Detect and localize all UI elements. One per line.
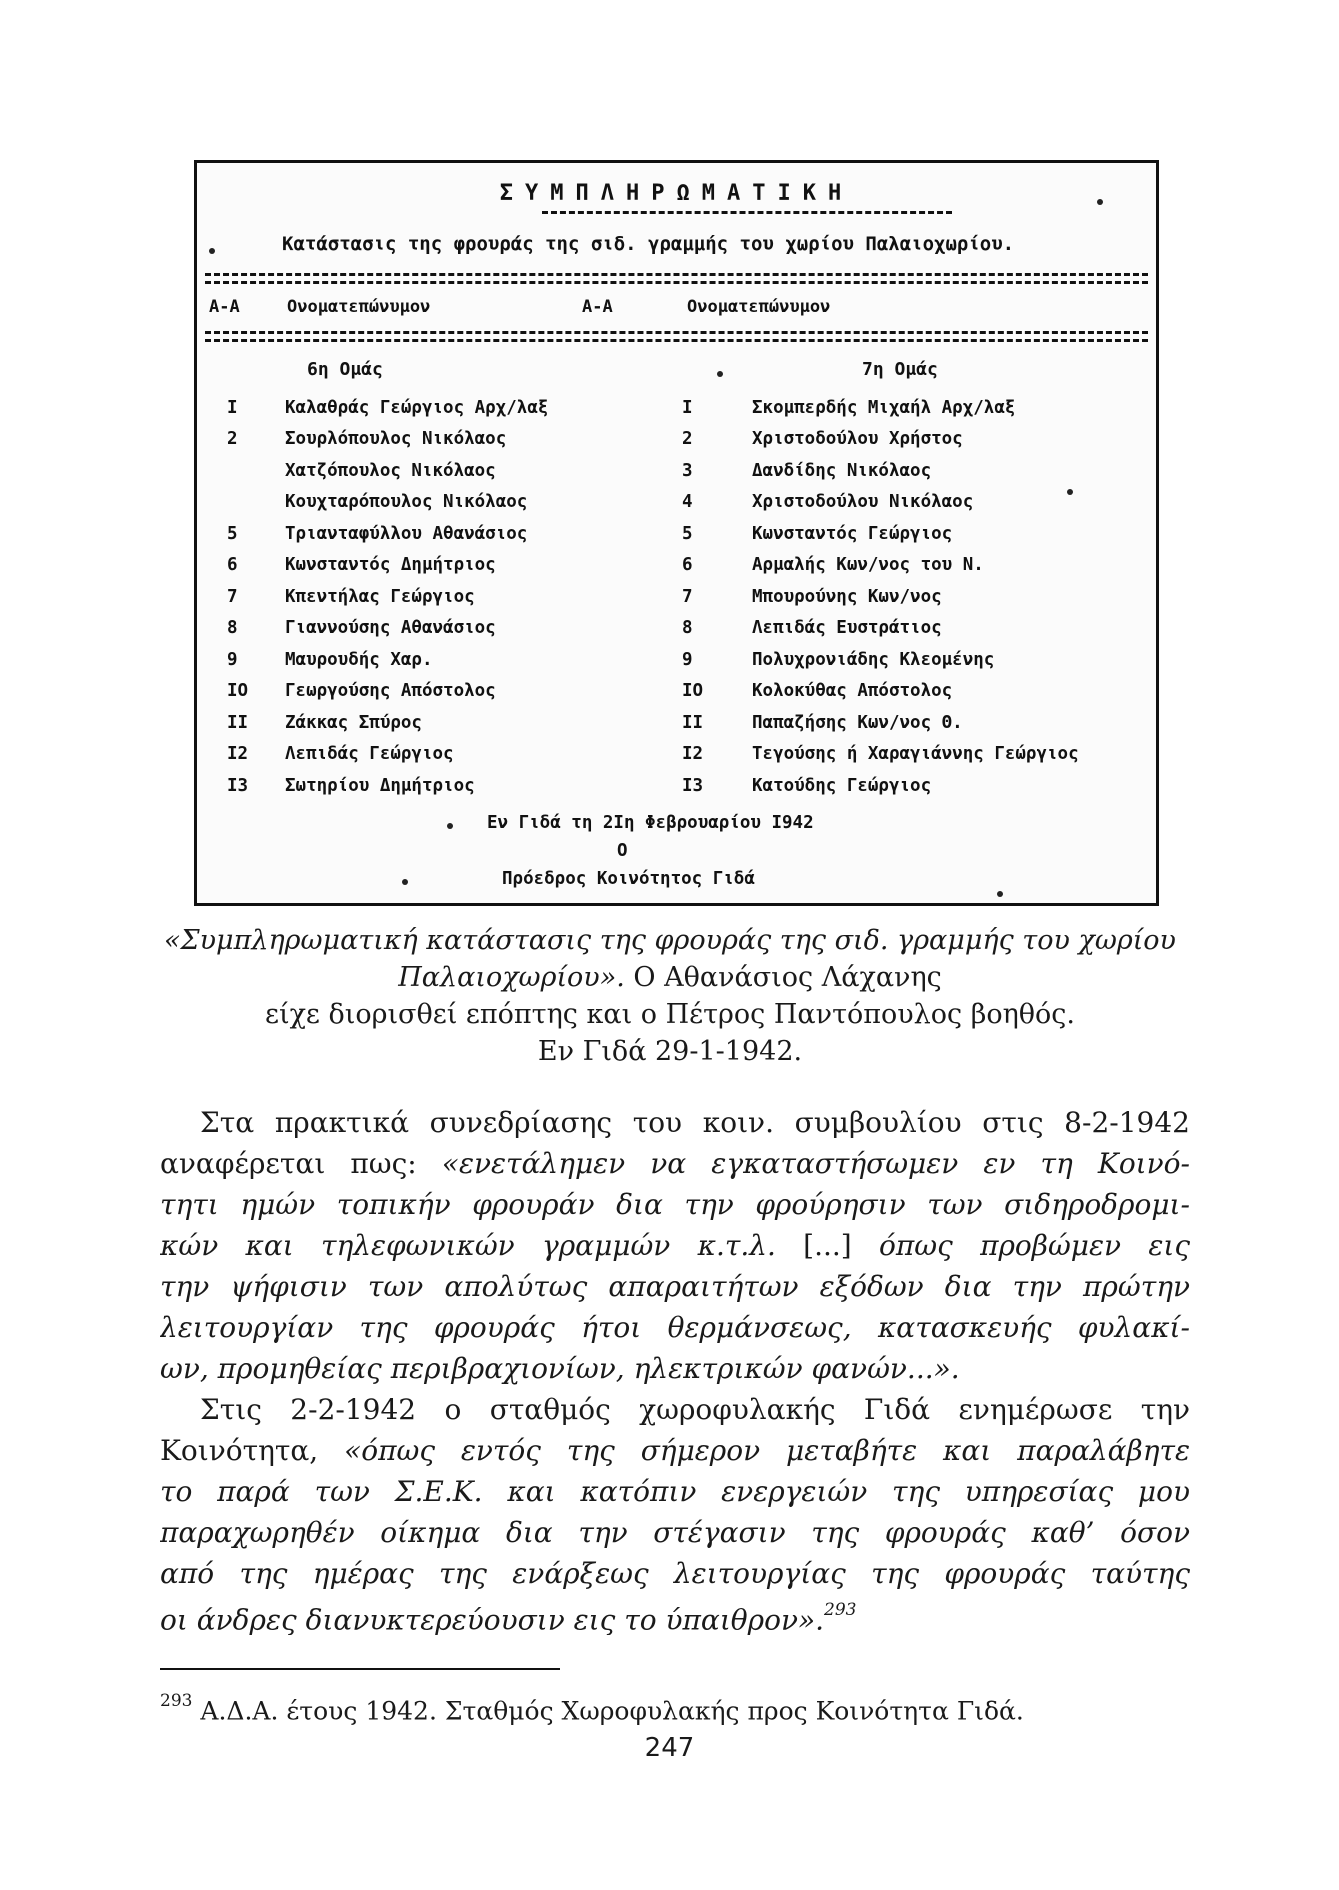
text-line: την ψήφισιν των απολύτως απαραιτήτων εξόδων δια την πρώτην xyxy=(160,1270,1190,1303)
caption-date: Εν Γιδά 29-1-1942. xyxy=(537,1036,803,1067)
divider xyxy=(205,331,1148,334)
roster-row: Χατζόπουλος Νικόλαος xyxy=(285,460,496,481)
scan-speck xyxy=(1097,199,1103,205)
right-aa-header: Α-Α xyxy=(582,297,613,317)
document-date-line: Εν Γιδά τη 2Ιη Φεβρουαρίου Ι942 xyxy=(487,813,814,833)
roster-row: Ι3 Σωτηρίου Δημήτριος xyxy=(227,775,475,796)
roster-row: 8 Γιαννούσης Αθανάσιος xyxy=(227,618,496,639)
scan-speck xyxy=(717,371,723,377)
scan-speck xyxy=(447,823,453,829)
roster-row: ΙΟ Γεωργούσης Απόστολος xyxy=(227,681,496,702)
document-subtitle: Κατάστασις της φρουράς της σιδ. γραμμής του χωρίου Παλαιοχωρίου. xyxy=(282,233,1015,255)
document-signature: Πρόεδρος Κοινότητος Γιδά xyxy=(502,869,755,889)
text-line: Στα πρακτικά συνεδρίασης του κοιν. συμβουλίου στις 8-2-1942 xyxy=(200,1106,1190,1139)
text-line: από της ημέρας της ενάρξεως λειτουργίας της φρουράς ταύτης xyxy=(160,1557,1190,1590)
left-aa-header: Α-Α xyxy=(209,297,240,317)
roster-row: 4 Χριστοδούλου Νικόλαος xyxy=(682,492,974,513)
divider xyxy=(205,339,1148,342)
right-name-header: Ονοματεπώνυμον xyxy=(687,297,831,317)
roster-row: 7 Μπουρούνης Κων/νος xyxy=(682,586,942,607)
right-team-label: 7η Ομάς xyxy=(862,359,938,380)
scan-speck xyxy=(1067,489,1073,495)
roster-row: 6 Κωνσταντός Δημήτριος xyxy=(227,555,496,576)
roster-row: Ι2 Λεπιδάς Γεώργιος xyxy=(227,744,454,765)
roster-row: 6 Αρμαλής Κων/νος του Ν. xyxy=(682,555,984,576)
roster-row: 9 Μαυρουδής Χαρ. xyxy=(227,649,433,670)
footnote xyxy=(160,1691,1024,1726)
text-line: παραχωρηθέν οίκημα δια την στέγασιν της φρουράς καθ’ όσον xyxy=(160,1516,1190,1549)
footnote-number: 293 xyxy=(160,1691,193,1711)
roster-row: ΙΙ Παπαζήσης Κων/νος Θ. xyxy=(682,712,963,733)
scan-speck xyxy=(209,248,215,254)
caption-line: είχε διορισθεί επόπτης και ο Πέτρος Παντόπουλος βοηθός. xyxy=(265,999,1075,1030)
roster-row: Ι2 Τεγούσης ή Χαραγιάννης Γεώργιος xyxy=(682,744,1079,765)
left-name-header: Ονοματεπώνυμον xyxy=(287,297,431,317)
document-title: ΣΥΜΠΛΗΡΩΜΑΤΙΚΗ xyxy=(499,181,854,206)
left-team-label: 6η Ομάς xyxy=(307,359,383,380)
roster-row: 5 Κωνσταντός Γεώργιος xyxy=(682,523,953,544)
left-roster xyxy=(227,392,548,802)
scan-speck xyxy=(997,891,1003,897)
roster-row: 7 Κπεντήλας Γεώργιος xyxy=(227,586,475,607)
roster-row: Ι3 Κατούδης Γεώργιος xyxy=(682,775,932,796)
title-underline xyxy=(542,211,952,214)
footnote-divider xyxy=(160,1668,560,1670)
footnote-text: Α.Δ.Α. έτους 1942. Σταθμός Χωροφυλακής προς Κοινότητα Γιδά. xyxy=(192,1696,1024,1726)
text-line: Στις 2-2-1942 ο σταθμός χωροφυλακής Γιδά ενημέρωσε την xyxy=(200,1393,1190,1426)
roster-row: 8 Λεπιδάς Ευστράτιος xyxy=(682,618,942,639)
roster-row: ΙΙ Ζάκκας Σπύρος xyxy=(227,712,422,733)
caption-continuation: Ο Αθανάσιος Λάχανης xyxy=(624,962,942,993)
text-line: τητι ημών τοπικήν φρουράν δια την φρούρησιν των σιδηροδρομι- xyxy=(160,1188,1190,1221)
roster-row: 9 Πολυχρονιάδης Κλεομένης xyxy=(682,649,995,670)
roster-row: 5 Τριανταφύλλου Αθανάσιος xyxy=(227,523,528,544)
text-line: Κοινότητα, «όπως εντός της σήμερον μεταβήτε και παραλάβητε xyxy=(160,1434,1190,1467)
roster-row: 3 Δανδίδης Νικόλαος xyxy=(682,460,932,481)
scan-speck xyxy=(402,879,408,885)
caption-quote: «Συμπληρωματική κατάστασις της φρουράς της σιδ. γραμμής του χωρίου Παλαιοχωρίου». xyxy=(164,925,1176,993)
page-number: 247 xyxy=(644,1733,695,1763)
divider xyxy=(205,281,1148,284)
body-text xyxy=(160,1102,1190,1635)
text-line: το παρά των Σ.Ε.Κ. και κατόπιν ενεργειών της υπηρεσίας μου xyxy=(160,1475,1190,1508)
figure-caption xyxy=(150,922,1190,1070)
roster-row: Κουχταρόπουλος Νικόλαος xyxy=(285,492,528,513)
text-line: κών και τηλεφωνικών γραμμών κ.τ.λ. [...] όπως προβώμεν εις xyxy=(160,1229,1190,1262)
roster-row: Ι Καλαθράς Γεώργιος Αρχ/λαξ xyxy=(227,397,549,418)
text-line: ων, προμηθείας περιβραχιονίων, ηλεκτρικών φανών...». xyxy=(160,1352,960,1385)
roster-row: 2 Σουρλόπουλος Νικόλαος xyxy=(227,429,507,450)
footnote-reference[interactable]: 293 xyxy=(824,1600,857,1620)
roster-row: Ι Σκομπερδής Μιχαήλ Αρχ/λαξ xyxy=(682,397,1016,418)
roster-row: 2 Χριστοδούλου Χρήστος xyxy=(682,429,963,450)
divider xyxy=(205,273,1148,276)
text-line: λειτουργίαν της φρουράς ήτοι θερμάνσεως, κατασκευής φυλακί- xyxy=(160,1311,1190,1344)
text-line: οι άνδρες διανυκτερεύουσιν εις το ύπαιθρον».$^{293}$ xyxy=(160,1600,857,1635)
scanned-document xyxy=(194,160,1159,906)
text-line: αναφέρεται πως: «ενετάλημεν να εγκαταστήσωμεν εν τη Κοινό- xyxy=(160,1147,1190,1180)
roster-row: ΙΟ Κολοκύθας Απόστολος xyxy=(682,681,953,702)
document-the-line: Ο xyxy=(617,841,628,861)
right-roster xyxy=(682,392,1079,802)
